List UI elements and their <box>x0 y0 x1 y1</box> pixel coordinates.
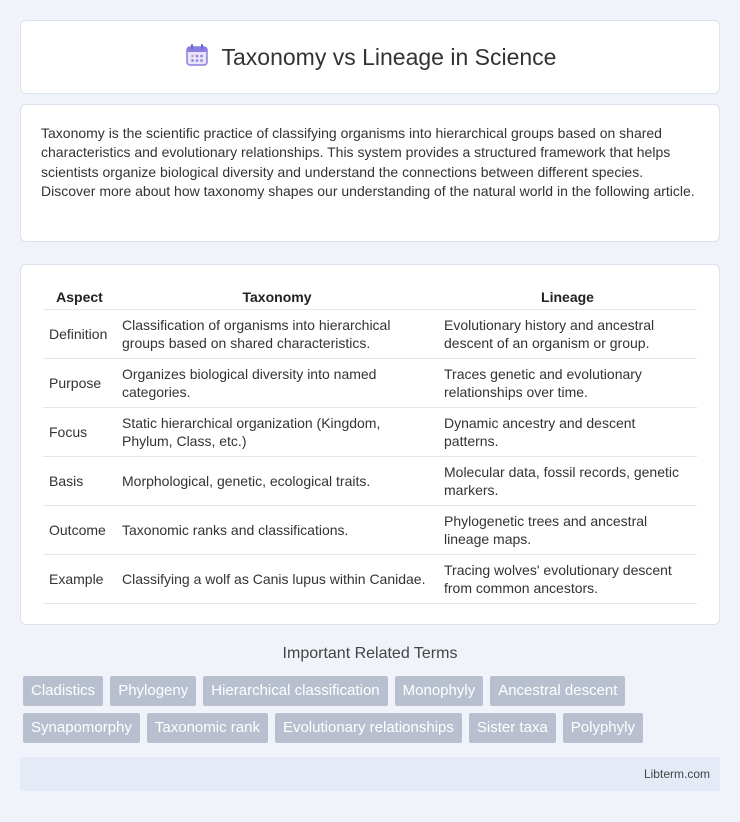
related-term-tag[interactable]: Synapomorphy <box>23 713 140 743</box>
row-lineage: Tracing wolves' evolutionary descent from common ancestors. <box>438 555 697 604</box>
table-row <box>43 310 697 359</box>
footer-site-link[interactable]: Libterm.com <box>643 767 710 781</box>
calendar-icon <box>184 42 210 73</box>
related-terms-title: Important Related Terms <box>282 645 458 662</box>
row-taxonomy: Organizes biological diversity into named categories. <box>116 359 438 408</box>
related-term-tag[interactable]: Sister taxa <box>469 713 556 743</box>
row-taxonomy: Static hierarchical organization (Kingdom, Phylum, Class, etc.) <box>116 408 438 457</box>
row-lineage: Traces genetic and evolutionary relationships over time. <box>438 359 697 408</box>
related-term-tag[interactable]: Hierarchical classification <box>203 676 387 706</box>
intro-text: Taxonomy is the scientific practice of classifying organisms into hierarchical groups based on shared characteristics and evolutionary relationships. This system provides a structured framework that helps scientists organize biological diversity and understand the connections between different species. Discover more about how taxonomy shapes our understanding of the natural world in the following article. <box>41 125 695 200</box>
header-card <box>20 20 720 94</box>
row-taxonomy: Taxonomic ranks and classifications. <box>116 506 438 555</box>
header-taxonomy: Taxonomy <box>116 285 438 310</box>
table-row <box>43 408 697 457</box>
row-lineage: Molecular data, fossil records, genetic markers. <box>438 457 697 506</box>
header-aspect: Aspect <box>43 285 116 310</box>
related-term-tag[interactable]: Polyphyly <box>563 713 643 743</box>
comparison-card <box>20 264 720 625</box>
intro-card <box>20 104 720 242</box>
row-lineage: Phylogenetic trees and ancestral lineage maps. <box>438 506 697 555</box>
table-header-row <box>43 285 697 310</box>
row-aspect: Outcome <box>43 506 116 555</box>
row-taxonomy: Morphological, genetic, ecological traits. <box>116 457 438 506</box>
row-lineage: Evolutionary history and ancestral descent of an organism or group. <box>438 310 697 359</box>
page-title: Taxonomy vs Lineage in Science <box>221 43 557 70</box>
row-taxonomy: Classification of organisms into hierarchical groups based on shared characteristics. <box>116 310 438 359</box>
related-term-tag[interactable]: Taxonomic rank <box>147 713 268 743</box>
table-row <box>43 359 697 408</box>
row-aspect: Example <box>43 555 116 604</box>
table-row <box>43 555 697 604</box>
row-aspect: Purpose <box>43 359 116 408</box>
related-terms-list <box>23 676 713 743</box>
row-aspect: Focus <box>43 408 116 457</box>
related-term-tag[interactable]: Ancestral descent <box>490 676 625 706</box>
related-term-tag[interactable]: Monophyly <box>395 676 484 706</box>
table-row <box>43 457 697 506</box>
related-term-tag[interactable]: Phylogeny <box>110 676 196 706</box>
related-term-tag[interactable]: Cladistics <box>23 676 103 706</box>
row-aspect: Basis <box>43 457 116 506</box>
row-lineage: Dynamic ancestry and descent patterns. <box>438 408 697 457</box>
row-aspect: Definition <box>43 310 116 359</box>
row-taxonomy: Classifying a wolf as Canis lupus within Canidae. <box>116 555 438 604</box>
table-row <box>43 506 697 555</box>
footer <box>20 757 720 791</box>
header-lineage: Lineage <box>438 285 697 310</box>
related-term-tag[interactable]: Evolutionary relationships <box>275 713 462 743</box>
comparison-table <box>43 285 697 604</box>
